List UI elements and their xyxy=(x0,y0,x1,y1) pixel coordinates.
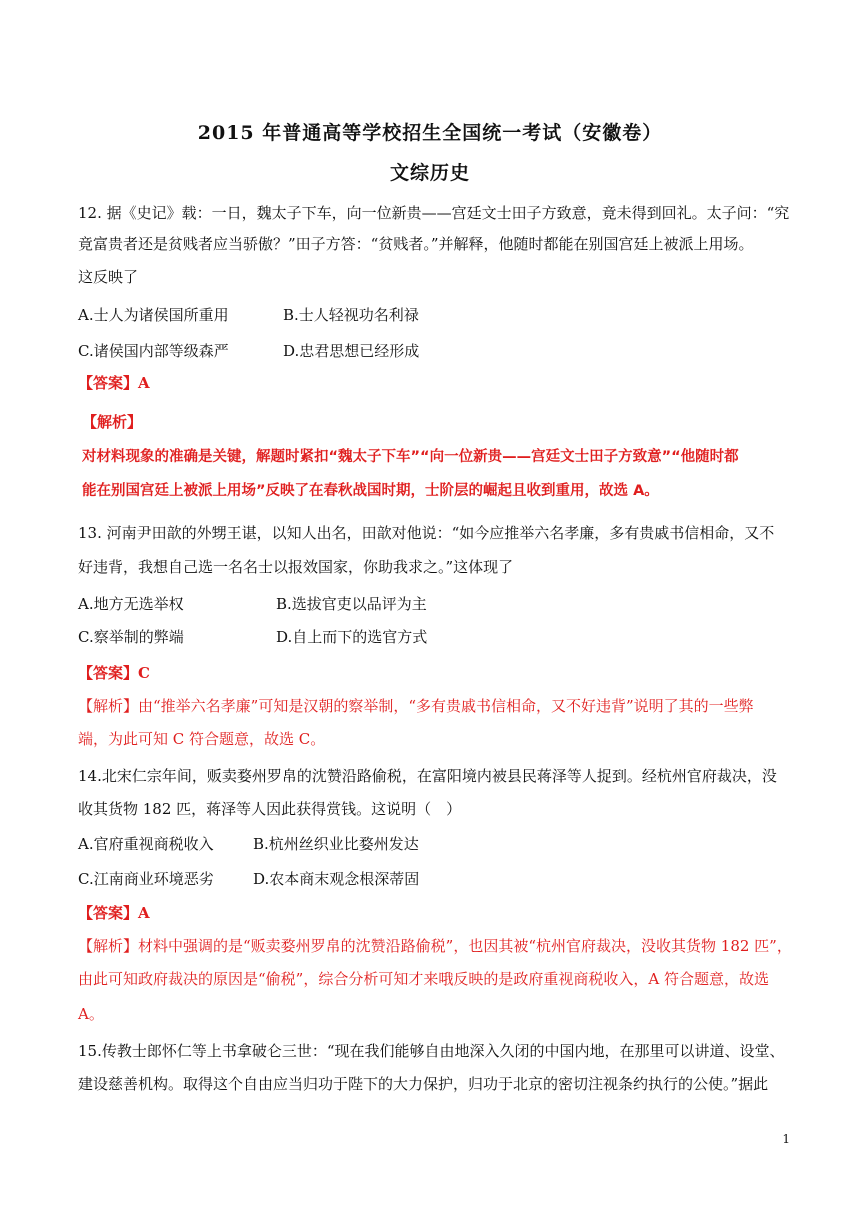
option-b: B.选拔官吏以品评为主 xyxy=(276,595,427,613)
analysis-text-line: 【解析】由“推举六名孝廉”可知是汉朝的察举制，“多有贵戚书信相命，又不好违背”说明了其的一些弊 xyxy=(78,697,754,715)
answer-label: 【答案】A xyxy=(78,374,150,392)
analysis-text-line: 对材料现象的准确是关键，解题时紧扣“魏太子下车”“向一位新贵——宫廷文士田子方致意”“他随时都 xyxy=(82,449,739,465)
document-title: 2015 年普通高等学校招生全国统一考试（安徽卷） xyxy=(197,122,663,144)
question-text-line: 好违背，我想自己选一名名士以报效国家，你助我求之。”这体现了 xyxy=(78,558,514,576)
option-b: B.杭州丝织业比婺州发达 xyxy=(253,835,419,853)
option-d: D.忠君思想已经形成 xyxy=(283,342,420,360)
page-number: 1 xyxy=(782,1132,790,1146)
question-text-line: 竟富贵者还是贫贱者应当骄傲？”田子方答：“贫贱者。”并解释，他随时都能在别国宫廷上被派上用场。 xyxy=(78,235,754,253)
option-row xyxy=(78,341,790,361)
answer-label: 【答案】A xyxy=(78,904,150,922)
question-text-line: 收其货物 182 匹，蒋泽等人因此获得赏钱。这说明（ ） xyxy=(78,800,462,818)
question-text-line: 15.传教士郎怀仁等上书拿破仑三世：“现在我们能够自由地深入久闭的中国内地，在那里可以讲道、设堂、 xyxy=(78,1042,785,1060)
analysis-text-line: 由此可知政府裁决的原因是“偷税”，综合分析可知才来哦反映的是政府重视商税收入，A 符合题意，故选 xyxy=(78,970,769,988)
analysis-label: 【解析】 xyxy=(82,413,143,431)
option-row xyxy=(78,627,790,647)
option-row xyxy=(78,869,790,889)
question-text-line: 14.北宋仁宗年间，贩卖婺州罗帛的沈赞沿路偷税，在富阳境内被县民蒋泽等人捉到。经杭州官府裁决，没 xyxy=(78,767,777,785)
option-row xyxy=(78,305,790,325)
analysis-text-line: 能在别国宫廷上被派上用场”反映了在春秋战国时期，士阶层的崛起且收到重用，故选 A。 xyxy=(82,483,659,499)
option-a: A.士人为诸侯国所重用 xyxy=(78,306,229,324)
option-c: C.江南商业环境恶劣 xyxy=(78,870,214,888)
question-text-line: 这反映了 xyxy=(78,268,139,286)
question-text-line: 12. 据《史记》载：一日，魏太子下车，向一位新贵——宫廷文士田子方致意，竟未得到回礼。太子问：“究 xyxy=(78,204,790,222)
analysis-text-line: 【解析】材料中强调的是“贩卖婺州罗帛的沈赞沿路偷税”，也因其被“杭州官府裁决，没收其货物 182 匹”， xyxy=(78,937,792,955)
question-text-line: 13. 河南尹田歆的外甥王谌，以知人出名，田歆对他说：“如今应推举六名孝廉，多有贵戚书信相命，又不 xyxy=(78,524,775,542)
option-a: A.官府重视商税收入 xyxy=(78,835,214,853)
document-subtitle: 文综历史 xyxy=(389,162,470,184)
answer-label: 【答案】C xyxy=(78,664,150,682)
analysis-text-line: 端，为此可知 C 符合题意，故选 C。 xyxy=(78,730,326,748)
option-d: D.自上而下的选官方式 xyxy=(276,628,428,646)
option-row xyxy=(78,594,790,614)
analysis-text-line: A。 xyxy=(78,1005,104,1023)
option-a: A.地方无选举权 xyxy=(78,595,184,613)
question-text-line: 建设慈善机构。取得这个自由应当归功于陛下的大力保护，归功于北京的密切注视条约执行的公使。”据此 xyxy=(78,1075,769,1093)
option-b: B.士人轻视功名利禄 xyxy=(283,306,419,324)
option-d: D.农本商末观念根深蒂固 xyxy=(253,870,420,888)
option-c: C.察举制的弊端 xyxy=(78,628,184,646)
option-c: C.诸侯国内部等级森严 xyxy=(78,342,229,360)
option-row xyxy=(78,834,790,854)
